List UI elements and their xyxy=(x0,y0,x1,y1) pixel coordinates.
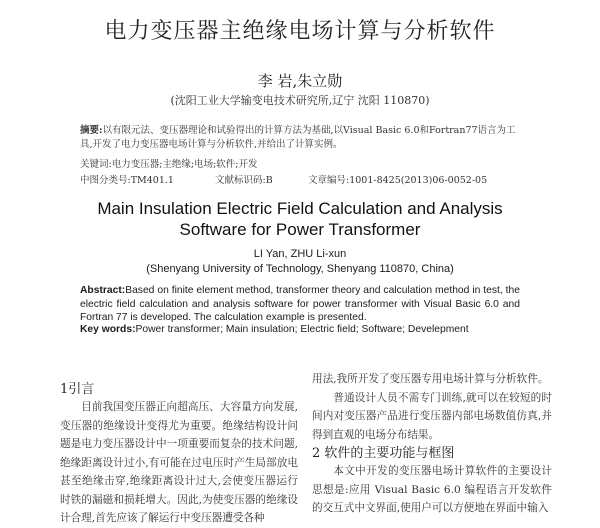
section-2-paragraph: 本文中开发的变压器电场计算软件的主要设计思想是:应用 Visual Basic 6.0 编程语言开发软件的交互式中文界面,使用户可以方便地在界面中输入 xyxy=(312,465,552,514)
section-1-paragraph: 目前我国变压器正向超高压、大容量方向发展,变压器的绝缘设计变得尤为重要。绝缘结构设计问题是电力变压器设计中一项重要而复杂的技术问题,绝缘距离设计过小,有可能在过电压时产生局部放电甚至绝缘击穿,绝缘距离设计过大,会使变压器运行时铁的漏磁和损耗增大。因此,为使变压器的绝缘设计合理,首先应该了解运行中变压器遭受各种 xyxy=(60,401,298,524)
english-authors: LI Yan, ZHU Li-xun xyxy=(253,248,347,260)
document-code: 文献标识码:B xyxy=(215,175,273,186)
english-keywords-text: Power transformer; Main insulation; Electric field; Software; Develepment xyxy=(135,324,469,335)
english-abstract xyxy=(80,284,520,325)
left-column-body xyxy=(60,398,298,528)
chinese-abstract xyxy=(80,124,520,152)
chinese-authors: 李 岩,朱立勋 xyxy=(257,72,343,90)
english-title-line-1: Main Insulation Electric Field Calculation and Analysis xyxy=(97,199,503,218)
right-column-body xyxy=(312,370,552,444)
right-column-paragraph-2: 普通设计人员不需专门训练,就可以在较短的时间内对变压器产品进行变压器内部电场数值仿真,并得到直观的电场分布结果。 xyxy=(312,391,552,441)
article-number: 文章编号:1001-8425(2013)06-0052-05 xyxy=(308,175,488,186)
section-2-heading: 2 软件的主要功能与框图 xyxy=(312,446,455,461)
section-1-heading: 1引言 xyxy=(60,382,95,397)
right-column-continuation: 用法,我所开发了变压器专用电场计算与分析软件。 xyxy=(312,373,549,385)
english-abstract-text: Based on finite element method, transformer theory and calculation method in test, the electric field calculation and analysis software for power transformer with Visual Basic 6.0 and Fortran 77 is developed. The calculation example is presented. xyxy=(80,285,520,323)
english-keywords-label: Key words: xyxy=(80,324,136,335)
chinese-keywords-text: 电力变压器;主绝缘;电场;软件;开发 xyxy=(111,159,258,170)
clc-number: 中图分类号:TM401.1 xyxy=(80,175,174,186)
english-title xyxy=(0,198,600,240)
chinese-keywords-label: 关键词: xyxy=(80,159,112,170)
chinese-title: 电力变压器主绝缘电场计算与分析软件 xyxy=(104,19,496,44)
chinese-affiliation: (沈阳工业大学输变电技术研究所,辽宁 沈阳 110870) xyxy=(170,94,430,107)
english-title-line-2: Software for Power Transformer xyxy=(179,220,421,239)
chinese-keywords xyxy=(80,156,520,170)
section-2-body xyxy=(312,462,552,518)
chinese-abstract-label: 摘要: xyxy=(80,125,103,136)
chinese-abstract-text: 以有限元法、变压器理论和试验得出的计算方法为基础,以Visual Basic 6.0和Fortran77语言为工具,开发了电力变压器电场计算与分析软件,并给出了计算实例。 xyxy=(80,125,516,150)
english-keywords xyxy=(80,324,520,335)
english-abstract-label: Abstract: xyxy=(80,285,126,296)
english-affiliation: (Shenyang University of Technology, Shenyang 110870, China) xyxy=(146,263,454,275)
